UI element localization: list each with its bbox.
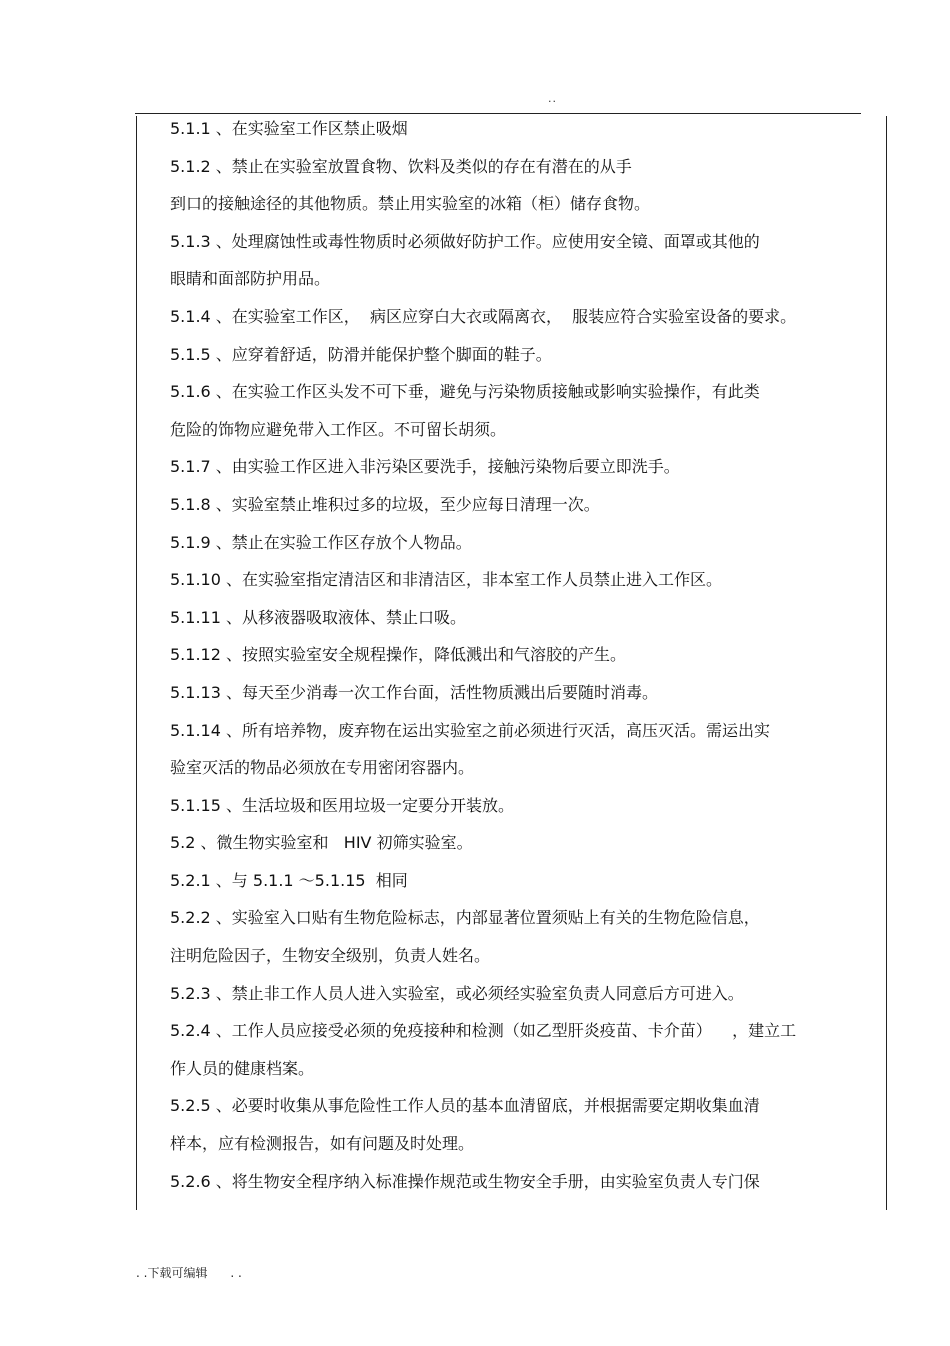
- text-line: 5.1.6 、在实验工作区头发不可下垂，避免与污染物质接触或影响实验操作，有此类: [170, 382, 760, 402]
- text-line: 5.1.14 、所有培养物，废弃物在运出实验室之前必须进行灭活，高压灭活。需运出实: [170, 720, 770, 740]
- text-line: 眼睛和面部防护用品。: [170, 269, 331, 289]
- header-mark: ..: [548, 92, 557, 105]
- text-line: 5.2.2 、实验室入口贴有生物危险标志，内部显著位置须贴上有关的生物危险信息，: [170, 908, 760, 928]
- header-rule: [135, 113, 861, 114]
- text-line: 5.1.10 、在实验室指定清洁区和非清洁区，非本室工作人员禁止进入工作区。: [170, 570, 722, 590]
- text-line: 5.2.6 、将生物安全程序纳入标准操作规范或生物安全手册，由实验室负责人专门保: [170, 1171, 760, 1191]
- text-line: 5.1.8 、实验室禁止堆积过多的垃圾，至少应每日清理一次。: [170, 494, 600, 514]
- text-line: 5.1.4 、在实验室工作区， 病区应穿白大衣或隔离衣， 服装应符合实验室设备的要求。: [170, 306, 797, 326]
- text-line: 5.2.5 、必要时收集从事危险性工作人员的基本血清留底，并根据需要定期收集血清: [170, 1096, 760, 1116]
- document-body: [170, 116, 882, 1206]
- text-line: 5.1.9 、禁止在实验工作区存放个人物品。: [170, 532, 472, 552]
- text-line: 5.1.5 、应穿着舒适，防滑并能保护整个脚面的鞋子。: [170, 344, 552, 364]
- text-line: 注明危险因子，生物安全级别，负责人姓名。: [170, 946, 491, 966]
- table-left-border: [136, 116, 137, 1210]
- text-line: 5.1.13 、每天至少消毒一次工作台面，活性物质溅出后要随时消毒。: [170, 682, 658, 702]
- text-line: 5.1.15 、生活垃圾和医用垃圾一定要分开装放。: [170, 795, 514, 815]
- text-line: 5.2.4 、工作人员应接受必须的免疫接种和检测（如乙型肝炎疫苗、卡介苗） ，建立工: [170, 1021, 797, 1041]
- text-line: 5.1.7 、由实验工作区进入非污染区要洗手，接触污染物后要立即洗手。: [170, 457, 680, 477]
- text-line: 5.1.2 、禁止在实验室放置食物、饮料及类似的存在有潜在的从手: [170, 156, 632, 176]
- text-line: 危险的饰物应避免带入工作区。不可留长胡须。: [170, 419, 507, 439]
- text-line: 作人员的健康档案。: [170, 1058, 315, 1078]
- text-line: 5.2.1 、与 5.1.1 ～5.1.15 相同: [170, 870, 408, 890]
- footer-note: . .下载可编辑 . .: [136, 1266, 242, 1280]
- text-line: 5.1.12 、按照实验室安全规程操作，降低溅出和气溶胶的产生。: [170, 645, 626, 665]
- text-line: 到口的接触途径的其他物质。禁止用实验室的冰箱（柜）储存食物。: [170, 194, 651, 214]
- text-line: 5.2.3 、禁止非工作人员人进入实验室，或必须经实验室负责人同意后方可进入。: [170, 983, 744, 1003]
- text-line: 5.1.11 、从移液器吸取液体、禁止口吸。: [170, 607, 466, 627]
- text-line: 5.1.3 、处理腐蚀性或毒性物质时必须做好防护工作。应使用安全镜、面罩或其他的: [170, 231, 760, 251]
- text-line: 5.1.1 、在实验室工作区禁止吸烟: [170, 119, 408, 138]
- table-right-border: [886, 116, 887, 1210]
- text-line: 5.2 、微生物实验室和 HIV 初筛实验室。: [170, 833, 473, 853]
- text-line: 样本，应有检测报告，如有问题及时处理。: [170, 1134, 475, 1154]
- text-line: 验室灭活的物品必须放在专用密闭容器内。: [170, 758, 475, 778]
